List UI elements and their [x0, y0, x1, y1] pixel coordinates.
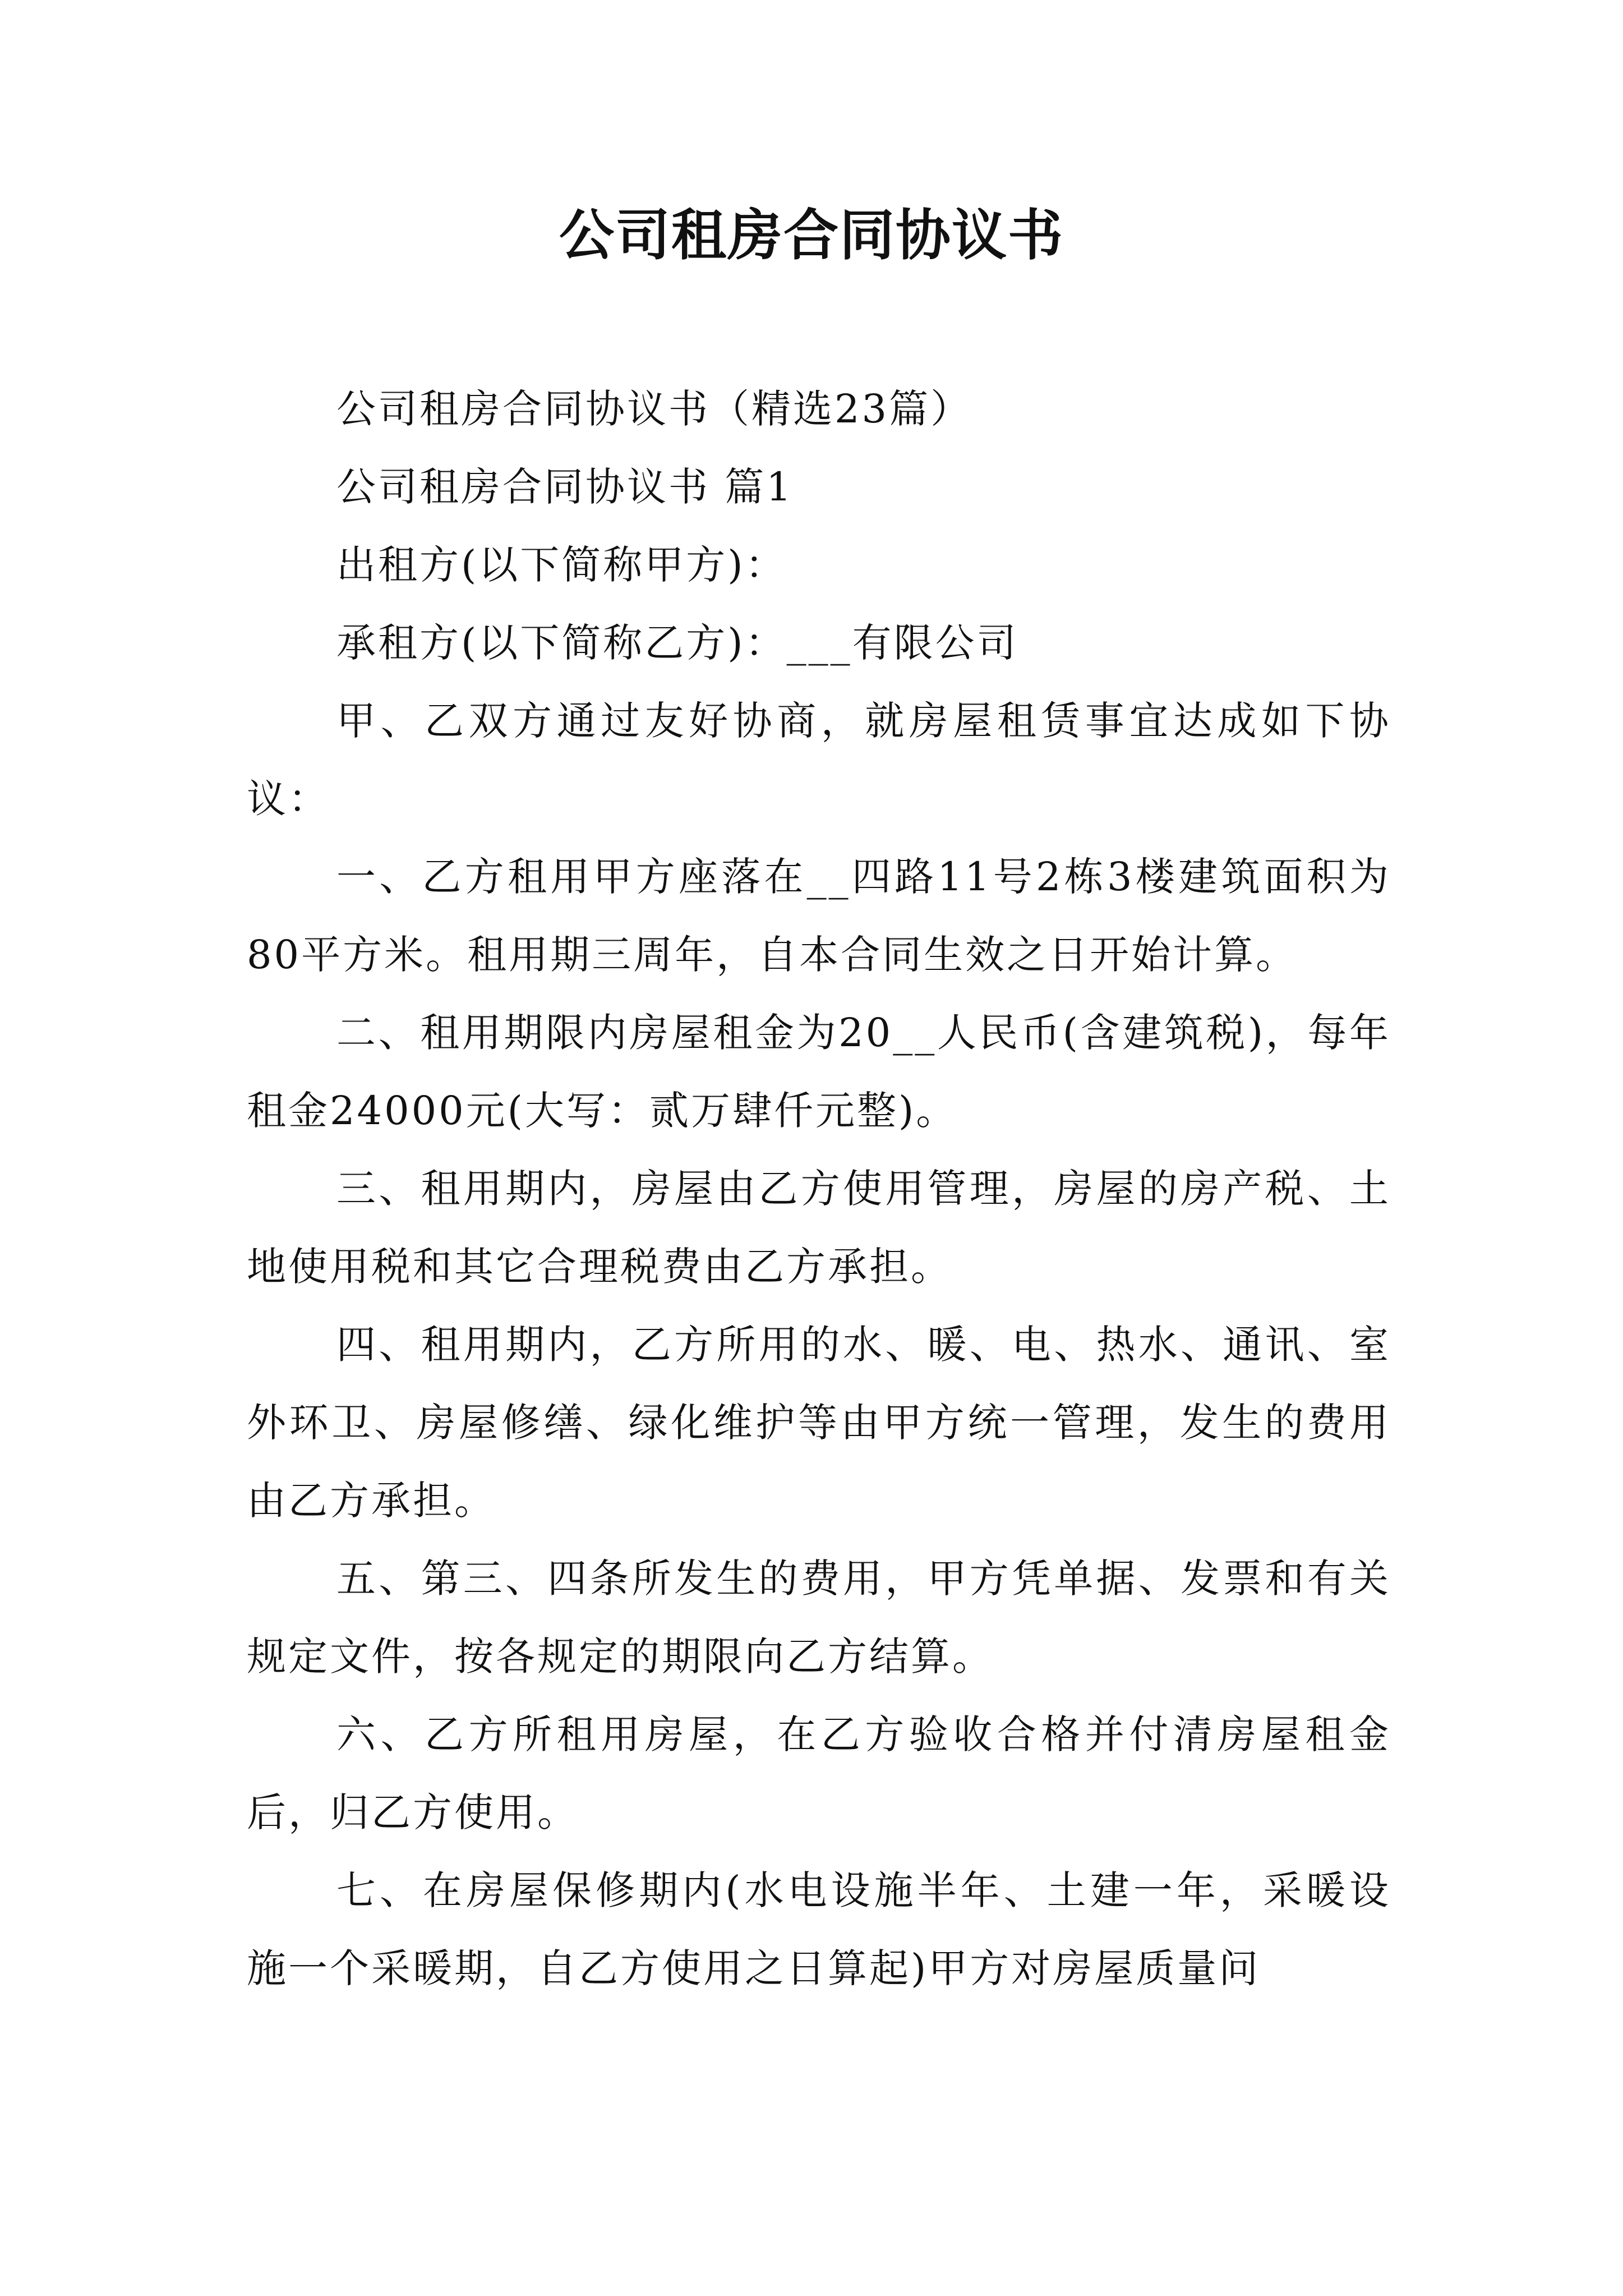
paragraph-section-heading: 公司租房合同协议书 篇1	[336, 464, 794, 510]
paragraph-clause-2: 二、租用期限内房屋租金为20__人民币(含建筑税)，每年租金24000元(大写：贰万肆仟元整)。	[247, 1010, 1391, 1134]
paragraph-clause-7: 七、在房屋保修期内(水电设施半年、土建一年，采暖设施一个采暖期，自乙方使用之日算起)甲方对房屋质量问	[247, 1867, 1391, 1991]
paragraph-clause-5: 五、第三、四条所发生的费用，甲方凭单据、发票和有关规定文件，按各规定的期限向乙方结算。	[247, 1556, 1391, 1680]
paragraph-clause-3: 三、租用期内，房屋由乙方使用管理，房屋的房产税、土地使用税和其它合理税费由乙方承担。	[247, 1166, 1391, 1290]
paragraph-lessee: 承租方(以下简称乙方)：___有限公司	[336, 620, 1018, 666]
paragraph-clause-6: 六、乙方所租用房屋，在乙方验收合格并付清房屋租金后，归乙方使用。	[247, 1711, 1391, 1835]
paragraph-lessor: 出租方(以下简称甲方)：	[336, 542, 787, 588]
paragraph-clause-1: 一、乙方租用甲方座落在__四路11号2栋3楼建筑面积为80平方米。租用期三周年，自本合同生效之日开始计算。	[247, 854, 1391, 978]
document-title: 公司租房合同协议书	[559, 203, 1064, 268]
paragraph-preamble: 甲、乙双方通过友好协商，就房屋租赁事宜达成如下协议：	[247, 698, 1391, 822]
document-body	[247, 370, 1391, 2008]
paragraph-subtitle: 公司租房合同协议书（精选23篇）	[336, 386, 972, 432]
paragraph-clause-4: 四、租用期内，乙方所用的水、暖、电、热水、通讯、室外环卫、房屋修缮、绿化维护等由甲方统一管理，发生的费用由乙方承担。	[247, 1322, 1391, 1524]
